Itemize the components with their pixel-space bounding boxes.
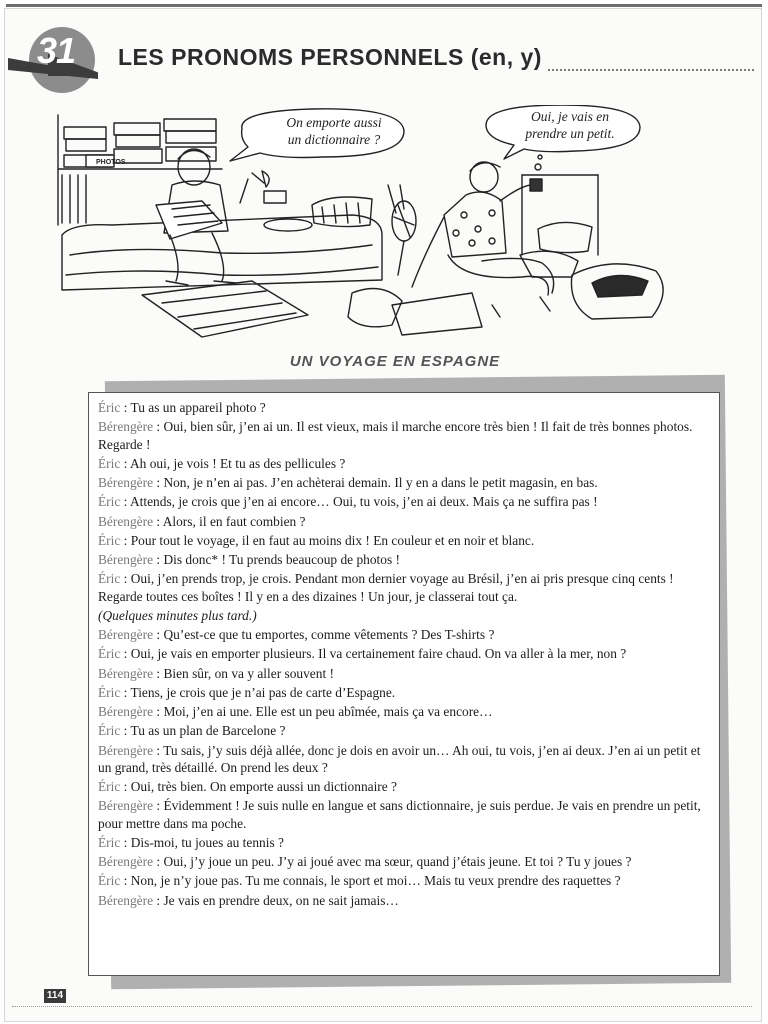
title-dotted-rule — [548, 69, 754, 71]
line-text: Non, je n’en ai pas. J’en achèterai demain. Il y en a dans le petit magasin, en bas. — [163, 475, 598, 490]
line-text: Tu as un plan de Barcelone ? — [130, 723, 286, 739]
line-text: Oui, je vais en emporter plusieurs. Il va certainement faire chaud. On va aller à la mer, non ? — [130, 646, 627, 662]
dialogue-line — [98, 513, 711, 530]
speech-bubble-right-line: prendre un petit. — [525, 126, 615, 141]
line-text: (Quelques minutes plus tard.) — [98, 607, 257, 623]
speaker-separator: : — [153, 798, 164, 814]
line-text: Tiens, je crois que je n’ai pas de carte d’Espagne. — [130, 684, 396, 700]
dialogue-line — [98, 684, 711, 701]
speaker-separator: : — [153, 513, 163, 529]
speaker-separator: : — [153, 475, 164, 490]
line-text: Oui, j’en prends trop, je crois. Pendant mon dernier voyage au Brésil, j’en ai pris presque cinq cents ! Regarde toutes ces boîtes ! Il y en a des dizaines ! Un jour, je classerai tout ça. — [98, 571, 674, 604]
dialogue-line — [98, 872, 711, 889]
dialogue-line — [98, 532, 711, 549]
speaker-name: Éric — [98, 684, 121, 700]
dialogue-line — [98, 570, 711, 605]
speaker-separator: : — [153, 419, 164, 435]
speaker-separator: : — [120, 779, 131, 794]
speaker-separator: : — [153, 627, 164, 642]
story-title: UN VOYAGE EN ESPAGNE — [289, 353, 501, 370]
line-text: Dis-moi, tu joues au tennis ? — [130, 834, 284, 850]
speaker-separator: : — [153, 665, 164, 681]
speaker-name: Éric — [98, 571, 121, 587]
line-text: Ah oui, je vois ! Et tu as des pellicules ? — [130, 455, 346, 471]
speaker-name: Bérengère — [98, 475, 154, 490]
dialogue-line — [98, 418, 711, 453]
dialogue-line — [98, 834, 711, 851]
dialogue-line — [98, 722, 711, 739]
stage-direction — [98, 607, 711, 624]
top-rule — [6, 4, 762, 7]
line-text: Pour tout le voyage, il en faut au moins dix ! En couleur et en noir et blanc. — [130, 532, 535, 548]
dialogue-line — [98, 551, 711, 568]
speaker-name: Éric — [98, 834, 121, 850]
line-text: Je vais en prendre deux, on ne sait jamais… — [163, 892, 399, 908]
speaker-name: Éric — [98, 532, 121, 548]
line-text: Non, je n’y joue pas. Tu me connais, le sport et moi… Mais tu veux prendre des raquettes ? — [130, 873, 621, 889]
speaker-name: Bérengère — [98, 552, 154, 567]
dialogue-line — [98, 853, 711, 870]
dialogue-line — [98, 474, 711, 491]
dialogue-line — [98, 399, 711, 416]
dialogue-line — [98, 703, 711, 720]
speaker-name: Bérengère — [98, 513, 154, 529]
speech-bubble-right-line: Oui, je vais en — [531, 109, 609, 124]
dialogue-line — [98, 493, 711, 510]
speaker-name: Bérengère — [98, 798, 154, 814]
line-text: Tu as un appareil photo ? — [130, 400, 266, 415]
speaker-separator: : — [120, 646, 131, 662]
chapter-number: 31 — [36, 30, 76, 71]
speaker-name: Bérengère — [98, 892, 154, 908]
speaker-name: Bérengère — [98, 704, 154, 719]
line-text: Moi, j’en ai une. Elle est un peu abîmée, mais ça va encore… — [163, 704, 493, 719]
speaker-name: Éric — [98, 646, 121, 662]
line-text: Dis donc* ! Tu prends beaucoup de photos ! — [163, 552, 400, 567]
photos-box-label: PHOTOS — [96, 159, 126, 166]
speaker-separator: : — [120, 723, 131, 739]
speaker-name: Éric — [98, 494, 121, 510]
dialogue-line — [98, 742, 711, 777]
speaker-separator: : — [120, 571, 131, 587]
speaker-separator: : — [153, 892, 164, 908]
speaker-separator: : — [153, 742, 164, 758]
dialogue-box — [88, 392, 720, 976]
speaker-name: Bérengère — [98, 665, 154, 681]
speaker-separator: : — [120, 834, 131, 850]
dialogue-line — [98, 892, 711, 909]
speaker-name: Bérengère — [98, 627, 154, 642]
speaker-separator: : — [120, 532, 131, 548]
dialogue-line — [98, 797, 711, 832]
speaker-name: Éric — [98, 779, 121, 794]
speaker-separator: : — [120, 400, 131, 415]
dialogue-line — [98, 626, 711, 643]
speaker-separator: : — [153, 552, 164, 567]
speaker-separator: : — [120, 873, 131, 889]
line-text: Oui, j’y joue un peu. J’y ai joué avec ma sœur, quand j’étais jeune. Et toi ? Tu y joues ? — [163, 854, 632, 869]
speaker-separator: : — [120, 494, 130, 510]
line-text: Alors, il en faut combien ? — [162, 513, 306, 529]
speech-bubble-right — [496, 108, 644, 142]
speaker-name: Bérengère — [98, 742, 154, 758]
speaker-name: Éric — [98, 723, 121, 739]
speaker-separator: : — [153, 704, 164, 719]
speaker-name: Bérengère — [98, 419, 154, 435]
line-text: Évidemment ! Je suis nulle en langue et sans dictionnaire, je suis perdue. Je vais en prendre un petit, pour mettre dans ma poche. — [98, 798, 701, 831]
speaker-name: Bérengère — [98, 854, 154, 869]
speaker-separator: : — [120, 684, 131, 700]
line-text: Qu’est-ce que tu emportes, comme vêtements ? Des T-shirts ? — [163, 627, 495, 642]
dialogue-line — [98, 665, 711, 682]
speaker-separator: : — [153, 854, 164, 869]
speaker-name: Éric — [98, 400, 121, 415]
page-title: LES PRONOMS PERSONNELS (en, y) — [118, 44, 542, 70]
line-text: Oui, bien sûr, j’en ai un. Il est vieux, mais il marche encore très bien ! Il fait de très bonnes photos. Regarde ! — [98, 419, 693, 452]
line-text: Tu sais, j’y suis déjà allée, donc je dois en avoir un… Ah oui, tu vois, j’en ai deux. J’en ai un petit et un grand, très détaillé. On prend les deux ? — [98, 742, 701, 775]
page-number: 114 — [44, 989, 66, 1003]
footer-dotted-rule — [12, 1006, 752, 1007]
line-text: Bien sûr, on va y aller souvent ! — [163, 665, 334, 681]
speech-bubble-left-line: On emporte aussi — [286, 115, 382, 130]
line-text: Oui, très bien. On emporte aussi un dictionnaire ? — [130, 779, 397, 794]
speaker-name: Éric — [98, 455, 121, 471]
dialogue-line — [98, 645, 711, 662]
line-text: Attends, je crois que j’en ai encore… Oui, tu vois, j’en ai deux. Mais ça ne suffira pas ! — [130, 494, 598, 510]
speech-bubble-left-line: un dictionnaire ? — [287, 132, 381, 147]
dialogue-line — [98, 778, 711, 795]
dialogue-line — [98, 455, 711, 472]
speech-bubble-left — [252, 114, 416, 148]
speaker-name: Éric — [98, 873, 121, 889]
speaker-separator: : — [120, 455, 130, 471]
